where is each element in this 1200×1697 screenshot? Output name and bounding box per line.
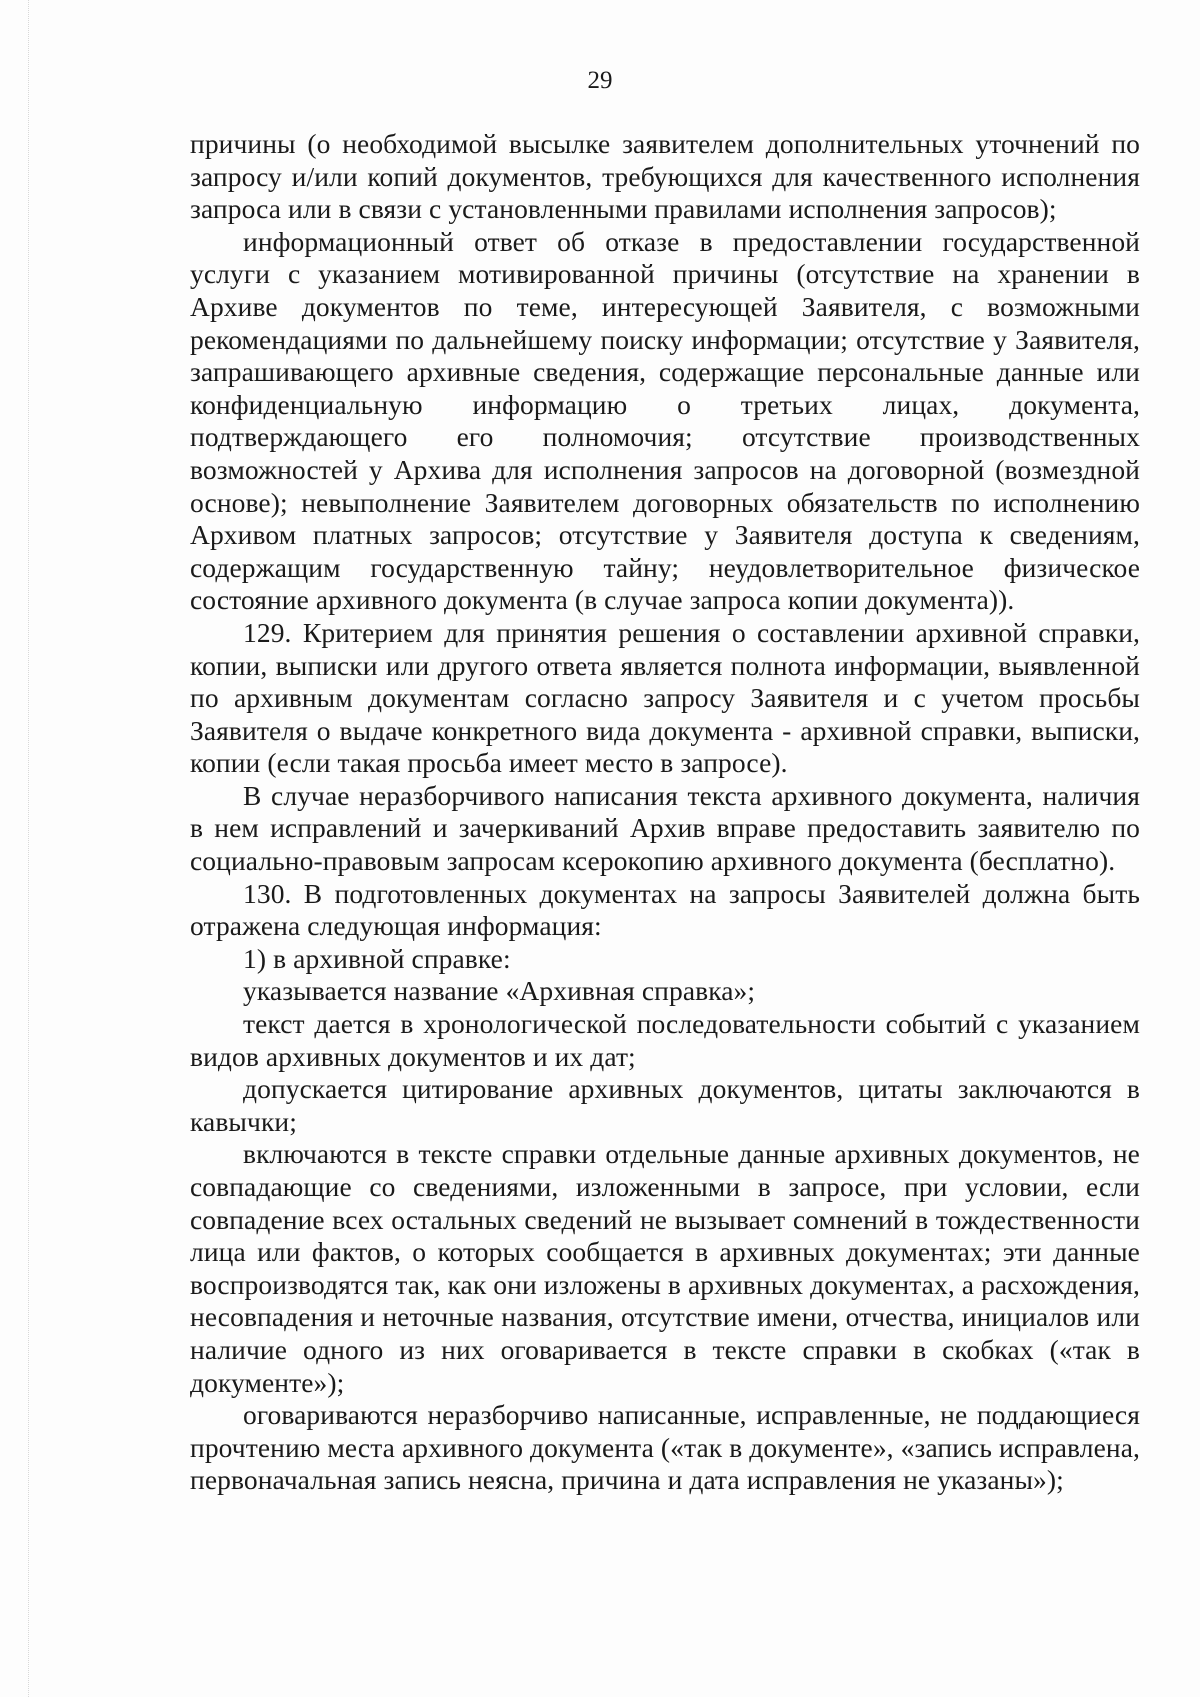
list-item-citation: допускается цитирование архивных документов, цитаты заключаются в кавычки; [190,1073,1140,1137]
paragraph-130-info: 130. В подготовленных документах на запросы Заявителей должна быть отражена следующая информация: [190,877,1140,942]
paragraph-129-criterion: 129. Критерием для принятия решения о составлении архивной справки, копии, выписки или другого ответа является полнота информации, выявленной по архивным документам согласно запросу Заявителя и с учетом просьбы Заявителя о выдаче конкретного вида документа - архивной справки, выписки, копии (если такая просьба имеет место в запросе). [190,616,1140,779]
paragraph-refusal-response: информационный ответ об отказе в предоставлении государственной услуги с указанием мотивированной причины (отсутствие на хранении в Архиве документов по теме, интересующей Заявителя, с возможными рекомендациями по дальнейшему поиску информации; отсутствие у Заявителя, запрашивающего архивные сведения, содержащие персональные данные или конфиденциальную информацию о третьих лицах, документа, подтверждающего его полномочия; отсутствие производственных возможностей у Архива для исполнения запросов на договорной (возмездной основе); невыполнение Заявителем договорных обязательств по исполнению Архивом платных запросов; отсутствие у Заявителя доступа к сведениям, содержащим государственную тайну; неудовлетворительное физическое состояние архивного документа (в случае запроса копии документа)). [190,225,1140,616]
list-item-discrepancies: включаются в тексте справки отдельные данные архивных документов, не совпадающие со сведениями, изложенными в запросе, при условии, если совпадение всех остальных сведений не вызывает сомнений в тождественности лица или фактов, о которых сообщается в архивных документах; эти данные воспроизводятся так, как они изложены в архивных документах, а расхождения, несовпадения и неточные названия, отсутствие имени, отчества, инициалов или наличие одного из них оговаривается в тексте справки в скобках («так в документе»); [190,1138,1140,1398]
page-number: 29 [587,67,613,94]
paragraph-illegible-text: В случае неразборчивого написания текста архивного документа, наличия в нем исправлений и зачеркиваний Архив вправе предоставить заявителю по социально-правовым запросам ксерокопию архивного документа (бесплатно). [190,779,1140,877]
list-item-chronology: текст дается в хронологической последовательности событий с указанием видов архивных документов и их дат; [190,1008,1140,1072]
list-item-title: указывается название «Архивная справка»; [243,975,756,1007]
list-item-illegible-places: оговариваются неразборчиво написанные, исправленные, не поддающиеся прочтению места архивного документа («так в документе», «запись исправлена, первоначальная запись неясна, причина и дата исправления не указаны»); [190,1399,1140,1496]
scan-edge-artifact [28,0,30,1697]
paragraph-continuation: причины (о необходимой высылке заявителем дополнительных уточнений по запросу и/или копий документов, требующихся для качественного исполнения запроса или в связи с установленными правилами исполнения запросов); [190,128,1140,225]
document-body [190,128,1140,1497]
list-item-archive-reference: 1) в архивной справке: [243,942,511,974]
